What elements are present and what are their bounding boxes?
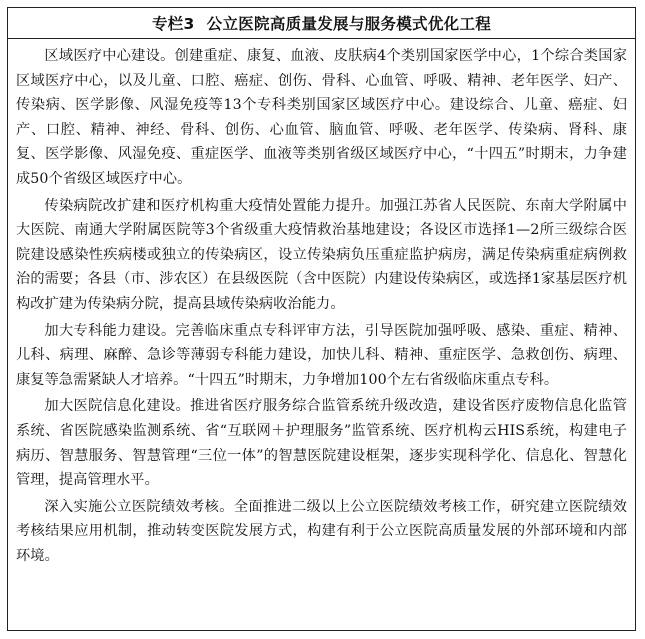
paragraph-specialty-capacity: 加大专科能力建设。完善临床重点专科评审方法，引导医院加强呼吸、感染、重症、精神、儿科、病理、麻醉、急诊等薄弱专科能力建设，加快儿科、精神、重症医学、急救创伤、病理、康复等急需紧缺人才培养。“十四五”时期末，力争增加100个左右省级临床重点专科。 bbox=[16, 322, 627, 388]
paragraph-performance-assessment: 深入实施公立医院绩效考核。全面推进二级以上公立医院绩效考核工作，研究建立医院绩效考核结果应用机制，推动转变医院发展方式，构建有利于公立医院高质量发展的外部环境和内部环境。 bbox=[16, 498, 627, 564]
panel-title: 公立医院高质量发展与服务模式优化工程 bbox=[206, 15, 492, 33]
paragraph-regional-centers: 区域医疗中心建设。创建重症、康复、血液、皮肤病4个类别国家医学中心，1个综合类国家区域医疗中心，以及儿童、口腔、癌症、创伤、骨科、心血管、呼吸、精神、老年医学、妇产、传染病、医学影像、风湿免疫等13个专科类别国家区域医疗中心。建设综合、儿童、癌症、妇产、口腔、精神、神经、骨科、创伤、心血管、脑血管、呼吸、老年医学、传染病、肾科、康复、医学影像、风湿免疫、重症医学、血液等类别省级区域医疗中心，“十四五”时期末，力争建成50个省级区域医疗中心。 bbox=[16, 48, 627, 187]
feature-panel bbox=[7, 7, 636, 631]
paragraph-infectious-disease: 传染病院改扩建和医疗机构重大疫情处置能力提升。加强江苏省人民医院、东南大学附属中大医院、南通大学附属医院等3个省级重大疫情救治基地建设；各设区市选择1—2所三级综合医院建设感染性疾病楼或独立的传染病区，设立传染病负压重症监护病房，满足传染病重症病例救治的需要；各县（市、涉农区）在县级医院（含中医院）内建设传染病区，或选择1家基层医疗机构改扩建为传染病分院，提高县域传染病收治能力。 bbox=[16, 197, 627, 312]
panel-content bbox=[8, 39, 635, 568]
paragraph-informatization: 加大医院信息化建设。推进省医疗服务综合监管系统升级改造，建设省医疗废物信息化监管系统、省医院感染监测系统、省“互联网＋护理服务”监管系统、医疗机构云HIS系统，构建电子病历、智慧服务、智慧管理“三位一体”的智慧医院建设框架，逐步实现科学化、信息化、智慧化管理，提高管理水平。 bbox=[16, 398, 627, 489]
panel-label: 专栏3 bbox=[151, 15, 195, 33]
panel-title-bar bbox=[8, 8, 635, 39]
